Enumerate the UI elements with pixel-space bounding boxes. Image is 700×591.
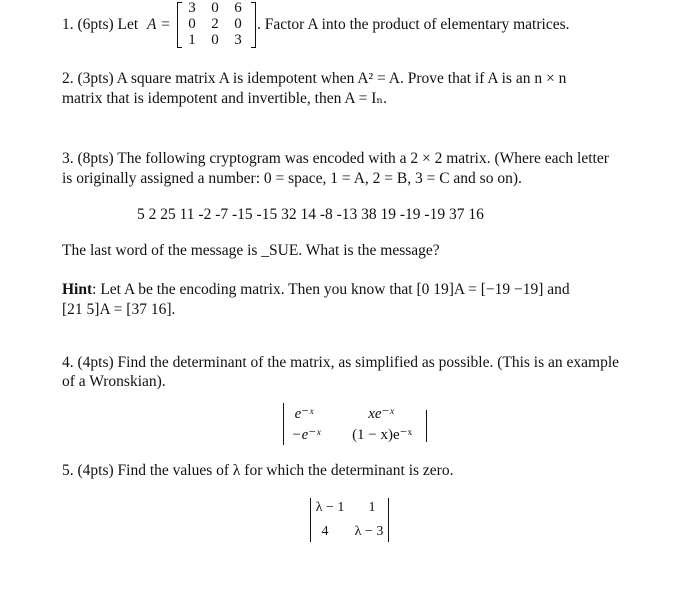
- matrix-cell: xe⁻ˣ: [368, 406, 394, 422]
- matrix-cell: 2: [211, 16, 219, 32]
- matrix-cell: 6: [234, 0, 242, 16]
- det-bar-right: [426, 410, 427, 442]
- q3-hint-line2: [21 5]A = [37 16].: [62, 301, 176, 318]
- right-bracket: [251, 2, 256, 48]
- matrix-cell: 3: [188, 0, 196, 16]
- q4-line1: 4. (4pts) Find the determinant of the matrix, as simplified as possible. (This is an example: [62, 354, 620, 371]
- q1-prefix: 1. (6pts) Let: [62, 16, 139, 33]
- hint-text: : Let A be the encoding matrix. Then you know that [0 19]A = [−19 −19] and: [92, 281, 570, 298]
- matrix-cell: 0: [234, 16, 242, 32]
- det-bar-left: [310, 498, 311, 542]
- matrix-cell: λ − 3: [354, 524, 384, 539]
- q3-last-word: The last word of the message is _SUE. What is the message?: [62, 242, 440, 259]
- q2-line1: 2. (3pts) A square matrix A is idempotent when A² = A. Prove that if A is an n × n: [62, 70, 567, 87]
- q3-line1: 3. (8pts) The following cryptogram was encoded with a 2 × 2 matrix. (Where each letter: [62, 150, 609, 167]
- q3-hint-line1: [62, 281, 570, 299]
- q2-line2: matrix that is idempotent and invertible, then A = Iₙ.: [62, 90, 387, 107]
- det-bar-right: [388, 498, 389, 542]
- q5-line1: 5. (4pts) Find the values of λ for which the determinant is zero.: [62, 462, 454, 479]
- matrix-cell: e⁻ˣ: [294, 406, 314, 422]
- matrix-cell: 1: [368, 500, 376, 515]
- matrix-cell: 0: [211, 32, 219, 48]
- hint-label: Hint: [62, 281, 93, 298]
- q4-line2: of a Wronskian).: [62, 373, 166, 390]
- q3-line2: is originally assigned a number: 0 = space, 1 = A, 2 = B, 3 = C and so on).: [62, 170, 522, 187]
- matrix-cell: −e⁻ˣ: [291, 427, 321, 443]
- matrix-cell: (1 − x)e⁻ˣ: [352, 427, 412, 443]
- matrix-cell: 1: [188, 32, 196, 48]
- matrix-cell: λ − 1: [315, 500, 345, 515]
- matrix-cell: 4: [321, 524, 329, 539]
- matrix-cell: 0: [188, 16, 196, 32]
- matrix-cell: 3: [234, 32, 242, 48]
- q3-cipher: 5 2 25 11 -2 -7 -15 -15 32 14 -8 -13 38 19 -19 -19 37 16: [137, 206, 484, 223]
- matrix-cell: 0: [211, 0, 219, 16]
- q1-suffix: . Factor A into the product of elementary matrices.: [257, 16, 570, 33]
- q1-lhs: A =: [147, 16, 171, 33]
